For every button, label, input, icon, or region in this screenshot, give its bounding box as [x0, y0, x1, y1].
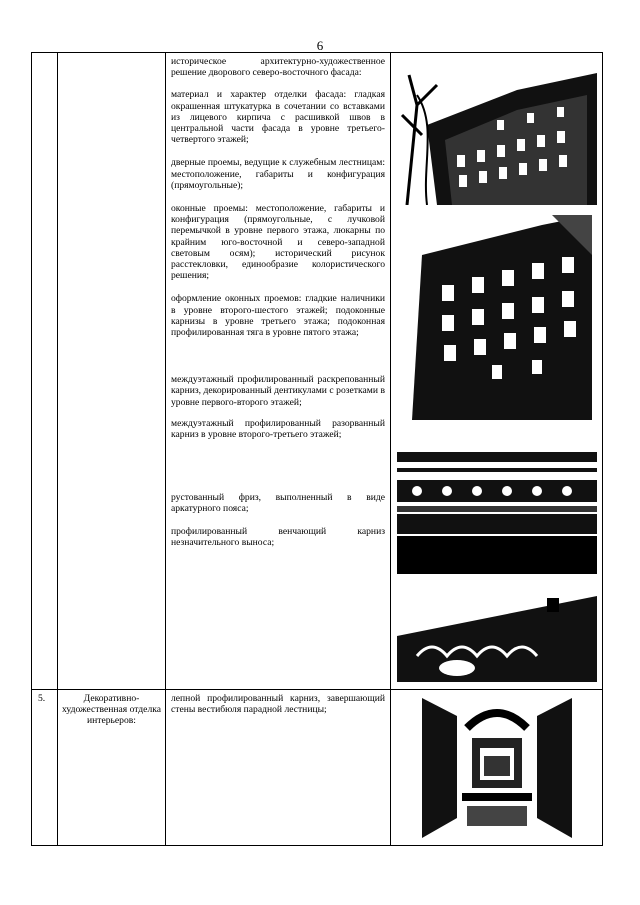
item-text: историческое архитектурно-художественное решение дворового северо-восточного фасада:	[171, 56, 385, 79]
frieze-photo	[397, 596, 597, 682]
photo-cell	[391, 690, 603, 846]
section-cell	[58, 690, 166, 846]
item-text: оконные проемы: местоположение, габариты и конфигурация (прямоугольные, с лучковой перемычкой в уровне первого этажа, люкарны по крайним юго-восточной и северо-западной световым осям); исторический рисунок расстекловки, единообразие колористического решения;	[171, 203, 385, 282]
description-cell	[166, 53, 391, 690]
photo-cell	[391, 53, 603, 690]
table-row	[32, 53, 603, 690]
item-text: лепной профилированный карниз, завершающий стены вестибюля парадной лестницы;	[171, 693, 385, 716]
facade-photo	[397, 65, 597, 205]
item-text: дверные проемы, ведущие к служебным лестницам: местоположение, габариты и конфигурация (прямоугольные);	[171, 157, 385, 191]
protection-table	[31, 52, 603, 846]
vestibule-photo	[422, 698, 572, 838]
item-text: рустованный фриз, выполненный в виде аркатурного пояса;	[171, 492, 385, 515]
table-row	[32, 690, 603, 846]
row-number: 5.	[38, 693, 46, 704]
item-text: междуэтажный профилированный раскрепованный карниз, декорированный дентикулами с розетками в уровне первого-второго этажей;	[171, 374, 385, 408]
item-text: оформление оконных проемов: гладкие наличники в уровне второго-шестого этажей; подоконные карнизы в уровне третьего этажа; подоконная профилированная тяга в уровне пятого этажа;	[171, 293, 385, 339]
number-cell	[32, 53, 58, 690]
description-cell	[166, 690, 391, 846]
cornice-photo	[397, 444, 597, 574]
item-text: междуэтажный профилированный разорванный карниз в уровне второго-третьего этажей;	[171, 417, 385, 441]
windows-photo	[402, 215, 592, 420]
item-text: материал и характер отделки фасада: гладкая окрашенная штукатурка в сочетании со вставками из лицевого кирпича с расшивкой швов в центральной части фасада в уровне третьего-четвертого этажей;	[171, 89, 385, 146]
item-text: профилированный венчающий карниз незначительного выноса;	[171, 525, 385, 548]
section-title: Декоративно-художественная отделка интерьеров:	[61, 693, 162, 727]
section-cell	[58, 53, 166, 690]
number-cell	[32, 690, 58, 846]
page-number: 6	[316, 38, 324, 53]
